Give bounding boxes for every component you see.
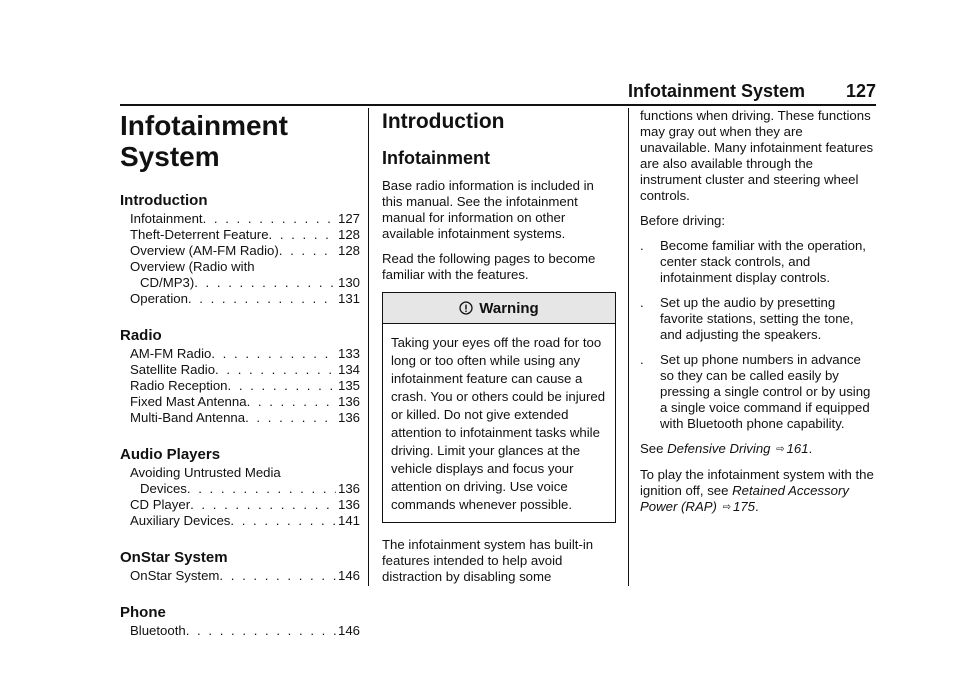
- toc-entry-page: 146: [337, 568, 360, 583]
- toc-entry-page: 131: [337, 291, 360, 306]
- play-reference-link[interactable]: Retained Accessory Power (RAP): [640, 483, 849, 514]
- toc-entry-label: Satellite Radio: [130, 362, 216, 377]
- toc-entry-label: Auxiliary Devices: [130, 513, 231, 528]
- toc-leader-dots: [203, 211, 336, 227]
- toc-entry[interactable]: [120, 243, 360, 259]
- see-reference-page[interactable]: 161: [786, 441, 809, 456]
- toc-entry[interactable]: [120, 513, 360, 529]
- toc-leader-dots: [194, 275, 336, 291]
- toc-section-audio-players: [120, 446, 360, 529]
- play-prefix: To play the infotainment system with the ignition off, see: [640, 467, 874, 498]
- toc-entry-page: 136: [337, 497, 360, 512]
- toc-entry-page: 128: [337, 243, 360, 258]
- warning-box: [382, 292, 616, 523]
- toc-entry-label: CD/MP3): [140, 275, 195, 290]
- toc-entry-label: Infotainment: [130, 211, 203, 226]
- toc-entry-wrap-line2[interactable]: [120, 481, 360, 497]
- toc-entry-page: 141: [337, 513, 360, 528]
- bullet-item: [640, 295, 876, 343]
- bullet-text: Set up the audio by presetting favorite stations, setting the tone, and adjusting the speakers.: [660, 295, 854, 342]
- bullet-mark: .: [640, 238, 644, 253]
- toc-entry-page: 133: [337, 346, 360, 361]
- toc-entry-label: CD Player: [130, 497, 191, 512]
- page-reference-arrow-icon: ⇨: [776, 444, 785, 455]
- toc-entry[interactable]: [120, 291, 360, 307]
- toc-entry-label: Avoiding Untrusted Media: [130, 465, 281, 480]
- toc-entry-label: Theft-Deterrent Feature: [130, 227, 269, 242]
- toc-entry-wrap-line1[interactable]: [120, 259, 360, 275]
- toc-leader-dots: [219, 568, 336, 584]
- toc-entry-page: 136: [337, 481, 360, 496]
- toc-entry[interactable]: [120, 211, 360, 227]
- toc-leader-dots: [188, 291, 336, 307]
- toc-entry[interactable]: [120, 378, 360, 394]
- see-reference: [640, 441, 876, 458]
- toc-entry-label: Bluetooth: [130, 623, 186, 638]
- toc-entry-label: Overview (Radio with: [130, 259, 255, 274]
- toc-entry-wrap-line1[interactable]: [120, 465, 360, 481]
- toc-heading: Radio: [120, 327, 162, 344]
- toc-entry[interactable]: [120, 227, 360, 243]
- toc-leader-dots: [230, 513, 336, 529]
- continuation-paragraph: functions when driving. These functions may gray out when they are unavailable. Many infotainment features are also available through the instrument cluster and steering wheel controls.: [640, 108, 874, 203]
- see-reference-link[interactable]: Defensive Driving: [667, 441, 771, 456]
- toc-section-introduction: [120, 192, 360, 307]
- sentence-period: .: [755, 499, 759, 514]
- running-header: [628, 81, 876, 102]
- toc-entry-page: 136: [337, 394, 360, 409]
- sentence-period: .: [808, 441, 813, 456]
- toc-entry-page: 146: [337, 623, 360, 638]
- toc-leader-dots: [186, 623, 336, 639]
- bullet-text: Set up phone numbers in advance so they can be called easily by pressing a single control or by using a single voice command if equipped with Bluetooth phone capability.: [660, 352, 871, 431]
- section-title: Introduction: [382, 110, 505, 133]
- play-reference-page[interactable]: 175: [733, 499, 756, 514]
- toc-leader-dots: [228, 378, 336, 394]
- subsection-title: Infotainment: [382, 148, 490, 168]
- play-reference: [640, 467, 876, 516]
- toc-leader-dots: [269, 227, 336, 243]
- warning-text: Taking your eyes off the road for too long or too often while using any infotainment feature can cause a crash. You or others could be injured or killed. Do not give extended attention to infotainment tasks while driving. Limit your glances at the vehicle displays and focus your attention on driving. Use voice commands whenever possible.: [391, 335, 606, 512]
- toc-leader-dots: [187, 481, 336, 497]
- toc-heading: OnStar System: [120, 549, 228, 566]
- chapter-title-line1: Infotainment: [120, 110, 288, 141]
- chapter-title: [120, 110, 360, 172]
- toc-entry-page: 134: [337, 362, 360, 377]
- introduction-column: [382, 108, 616, 594]
- header-rule: [120, 104, 876, 106]
- bullet-mark: .: [640, 352, 644, 367]
- before-driving-label: Before driving:: [640, 213, 726, 228]
- toc-heading: Introduction: [120, 192, 208, 209]
- toc-leader-dots: [215, 362, 336, 378]
- toc-section-radio: [120, 327, 360, 426]
- toc-entry-label: Fixed Mast Antenna: [130, 394, 247, 409]
- toc-entry-page: 135: [337, 378, 360, 393]
- chapter-toc: [120, 108, 360, 639]
- header-section-title: Infotainment System: [628, 81, 806, 101]
- toc-entry-label: Operation: [130, 291, 188, 306]
- toc-entry[interactable]: [120, 346, 360, 362]
- toc-leader-dots: [190, 497, 336, 513]
- toc-entry-label: Multi-Band Antenna: [130, 410, 246, 425]
- toc-heading: Audio Players: [120, 446, 221, 463]
- toc-leader-dots: [245, 410, 336, 426]
- intro-paragraph-1: Base radio information is included in this manual. See the infotainment manual for information on other available infotainment systems.: [382, 178, 594, 241]
- toc-entry[interactable]: [120, 497, 360, 513]
- bullet-item: [640, 238, 876, 286]
- see-prefix: See: [640, 441, 664, 456]
- toc-section-onstar: [120, 549, 360, 584]
- toc-leader-dots: [279, 243, 336, 259]
- continuation-column: [640, 108, 876, 525]
- toc-entry[interactable]: [120, 410, 360, 426]
- toc-entry[interactable]: [120, 362, 360, 378]
- toc-entry-label: OnStar System: [130, 568, 220, 583]
- intro-paragraph-2: Read the following pages to become familiar with the features.: [382, 251, 596, 282]
- bullet-mark: .: [640, 295, 644, 310]
- toc-entry[interactable]: [120, 394, 360, 410]
- column-divider-2: [628, 108, 629, 586]
- toc-entry[interactable]: [120, 623, 360, 639]
- toc-entry-label: Radio Reception: [130, 378, 228, 393]
- toc-section-phone: [120, 604, 360, 639]
- toc-entry-wrap-line2[interactable]: [120, 275, 360, 291]
- toc-leader-dots: [211, 346, 336, 362]
- toc-entry-page: 127: [337, 211, 360, 226]
- toc-heading: Phone: [120, 604, 166, 621]
- bullet-item: [640, 352, 876, 432]
- bullet-text: Become familiar with the operation, center stack controls, and infotainment display controls.: [660, 238, 866, 285]
- header-page-number: 127: [845, 81, 876, 101]
- toc-entry-label: AM-FM Radio: [130, 346, 212, 361]
- toc-entry-label: Devices: [140, 481, 187, 496]
- warning-header: [383, 293, 615, 324]
- toc-entry-page: 136: [337, 410, 360, 425]
- toc-entry-page: 128: [337, 227, 360, 242]
- warning-icon: [459, 301, 473, 315]
- column-divider-1: [368, 108, 369, 586]
- toc-entry[interactable]: [120, 568, 360, 584]
- warning-title: Warning: [479, 299, 539, 317]
- page-reference-arrow-icon: ⇨: [722, 502, 732, 513]
- toc-entry-page: 130: [337, 275, 360, 290]
- toc-leader-dots: [247, 394, 336, 410]
- intro-paragraph-3: The infotainment system has built-in features intended to help avoid distraction by disabling some: [382, 537, 594, 584]
- toc-entry-label: Overview (AM-FM Radio): [130, 243, 279, 258]
- chapter-title-line2: System: [120, 141, 220, 172]
